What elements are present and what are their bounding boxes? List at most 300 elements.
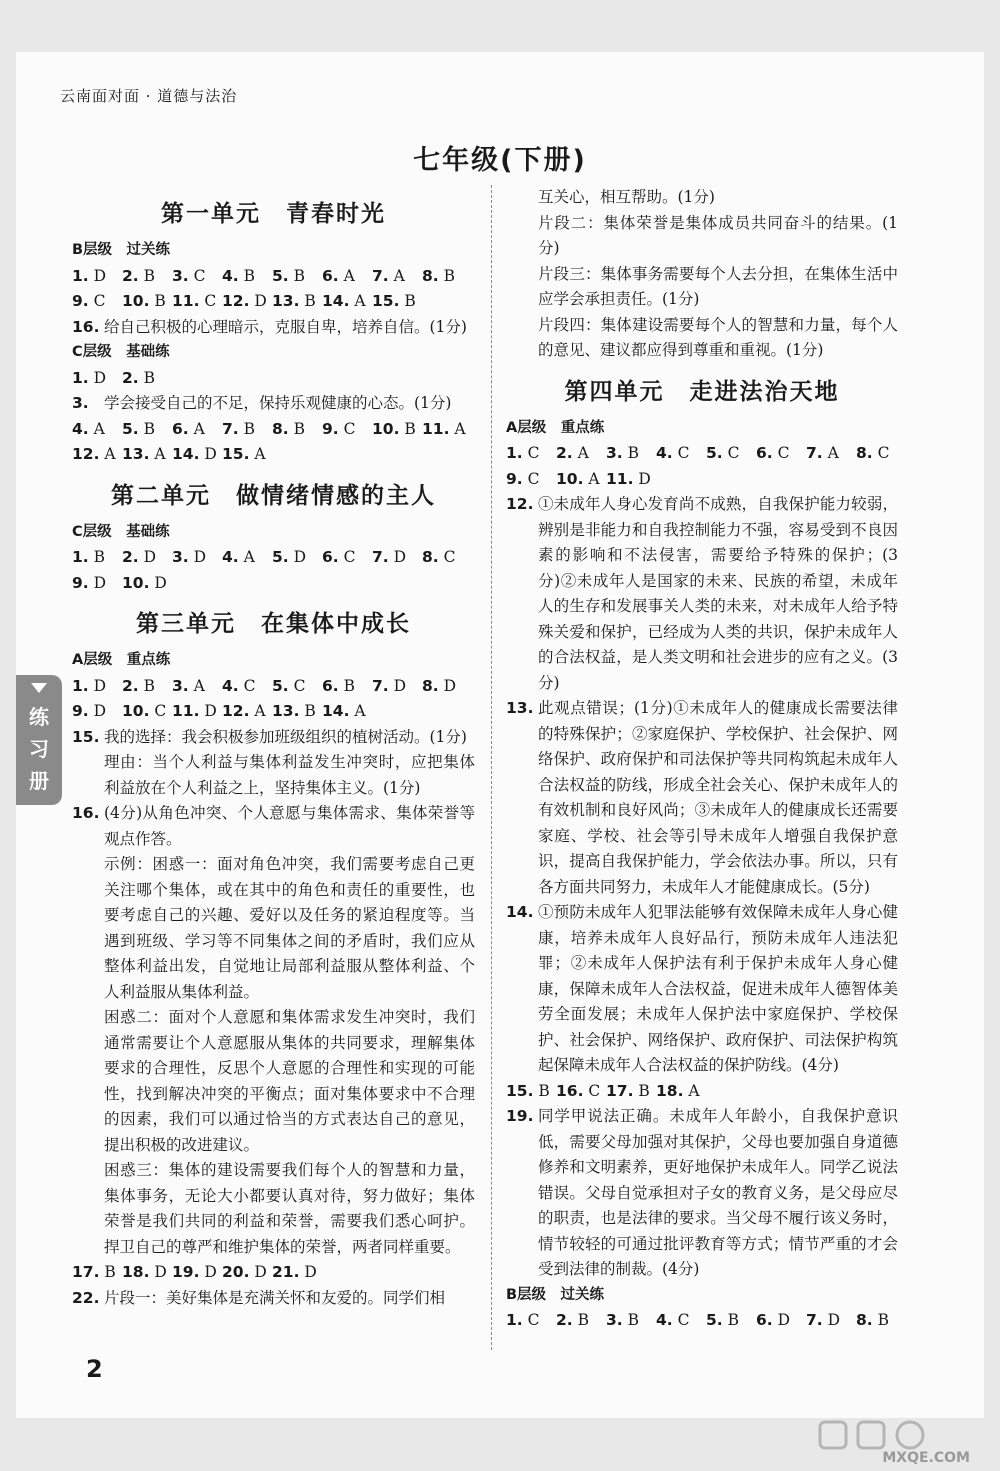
- answer-letter: A: [349, 702, 366, 720]
- answer-text: 同学甲说法正确。未成年人年龄小，自我保护意识低，需要父母加强对其保护，父母也要加强自身道德修养和文明素养，更好地保护未成年人。同学乙说法错误。父母自觉承担对子女的教育义务，是父母应尽的职责，也是法律的要求。当父母不履行该义务时，情节较轻的可通过批评教育等方式；情节严重的才会受到法律的制裁。(4分): [538, 1107, 898, 1278]
- question-number: 13.: [272, 702, 300, 720]
- answer-text: 此观点错误；(1分)①未成年人的健康成长需要法律的特殊保护；②家庭保护、学校保护、社会保护、网络保护、政府保护和司法保护等共同构筑起未成年人合法权益的防线，形成全社会关心、保护未成年人的有效机制和良好风尚；③未成年人的健康成长还需要家庭、学校、社会等引导未成年人增强自我保护意识，提高自我保护能力，学会依法办事。所以，只有各方面共同努力，未成年人才能健康成长。(5分): [538, 699, 898, 896]
- answer-row: [72, 442, 475, 468]
- answer-text: 片段三：集体事务需要每个人去分担，在集体生活中应学会承担责任。(1分): [538, 264, 898, 308]
- answer-letter: B: [299, 292, 316, 310]
- answer-text: ①未成年人身心发育尚不成熟，自我保护能力较弱，辨别是非能力和自我控制能力不强，容易受到不良因素的影响和不法侵害，需要给予特殊的保护；(3分)②未成年人是国家的未来、民族的希望，未成年人的生存和发展事关人类的未来，对未成年人给予特殊关爱和保护，已经成为人类的共识，保护未成年人的合法权益，是人类文明和社会进步的应有之义。(3分): [538, 495, 898, 692]
- answer-letter: A: [188, 676, 205, 695]
- answer-letter: A: [449, 419, 466, 438]
- answer-item: [506, 1308, 556, 1334]
- answer-letter: B: [238, 266, 256, 285]
- answer-item: [222, 545, 272, 571]
- question-number: 2.: [122, 548, 139, 566]
- question-number: 8.: [272, 419, 289, 438]
- question-number: 10.: [122, 292, 150, 310]
- unit1-c-level: C层级 基础练: [72, 344, 170, 360]
- question-13: [506, 696, 898, 900]
- answer-item: [656, 1079, 706, 1105]
- unit1-b-level: B层级 过关练: [72, 242, 171, 258]
- answer-text: 片段四：集体建设需要每个人的智慧和力量，每个人的意见、建议都应得到尊重和重视。(1分): [538, 315, 898, 359]
- answer-text: 片段二：集体荣誉是集体成员共同奋斗的结果。(1分): [538, 213, 898, 257]
- question-number: 5.: [272, 266, 289, 285]
- answer-item: [372, 417, 422, 443]
- question-number: 19.: [506, 1107, 534, 1125]
- question-number: 1.: [506, 444, 523, 462]
- answer-item: [222, 289, 272, 315]
- question-number: 9.: [506, 469, 523, 488]
- answer-letter: D: [138, 548, 157, 566]
- question-number: 3.: [172, 266, 189, 285]
- question-number: 3.: [606, 444, 623, 462]
- question-number: 9.: [322, 419, 339, 438]
- answer-item: [72, 366, 122, 392]
- answer-item: [222, 699, 272, 725]
- answer-letter: D: [88, 702, 107, 720]
- question-number: 5.: [122, 419, 139, 438]
- question-number: 13.: [506, 699, 534, 717]
- answer-item: [272, 545, 322, 571]
- unit4-title: 第四单元 走进法治天地: [564, 378, 840, 405]
- answer-letter: A: [149, 445, 166, 463]
- question-number: 5.: [706, 444, 723, 462]
- question-number: 5.: [272, 676, 289, 695]
- question-number: 6.: [756, 1311, 773, 1329]
- unit3-title: 第三单元 在集体中成长: [136, 611, 411, 637]
- question-number: 10.: [556, 469, 584, 488]
- answer-text: (4分)从角色冲突、个人意愿与集体需求、集体荣誉等观点作答。: [104, 804, 475, 848]
- answer-letter: B: [238, 419, 256, 438]
- answer-item: [172, 1260, 222, 1286]
- answer-letter: B: [399, 419, 416, 438]
- answer-letter: A: [822, 444, 839, 462]
- question-number: 12.: [72, 445, 100, 463]
- answer-item: [372, 545, 422, 571]
- answer-text: 困惑三：集体的建设需要我们每个人的智慧和力量，集体事务，无论大小都要认真对待，努力做好；集体荣誉是我们共同的利益和荣誉，需要我们悉心呵护。捍卫自己的尊严和维护集体的荣誉，两者同样重要。: [104, 1161, 475, 1256]
- answer-item: [172, 264, 222, 290]
- answer-letter: C: [149, 702, 167, 720]
- answer-letter: D: [88, 676, 107, 695]
- answer-text: 示例：困惑一：面对角色冲突，我们需要考虑自己更关注哪个集体，或在其中的角色和责任的重要性，也要考虑自己的兴趣、爱好以及任务的紧迫程度等。当遇到班级、学习等不同集体之间的矛盾时，我们应从整体利益出发，自觉地让局部利益服从整体利益、个人利益服从集体利益。: [104, 855, 475, 1001]
- answer-item: [172, 417, 222, 443]
- question-15: [72, 725, 475, 802]
- question-number: 4.: [222, 676, 239, 695]
- question-number: 3.: [172, 676, 189, 695]
- side-tab: [16, 675, 62, 805]
- question-number: 19.: [172, 1263, 200, 1281]
- answer-item: [272, 417, 322, 443]
- answer-item: [72, 417, 122, 443]
- answer-item: [122, 1260, 172, 1286]
- answer-item: [122, 442, 172, 468]
- answer-item: [506, 1079, 556, 1105]
- watermark: [780, 1418, 970, 1468]
- question-number: 15.: [222, 445, 250, 463]
- answer-letter: B: [438, 266, 456, 285]
- answer-letter: B: [138, 419, 156, 438]
- answer-item: [222, 674, 272, 700]
- answer-item: [122, 545, 172, 571]
- answer-item: [222, 264, 272, 290]
- answer-item: [606, 441, 656, 467]
- question-number: 5.: [272, 548, 289, 566]
- answer-letter: D: [249, 292, 267, 310]
- answer-letter: B: [622, 444, 640, 462]
- question-number: 8.: [422, 676, 439, 695]
- answer-letter: C: [672, 1311, 690, 1329]
- answer-letter: A: [88, 419, 105, 438]
- answer-row: [506, 1079, 898, 1105]
- answer-letter: D: [188, 548, 207, 566]
- question-number: 11.: [422, 419, 450, 438]
- answer-row: [72, 366, 475, 392]
- answer-letter: A: [99, 445, 116, 463]
- answer-item: [72, 545, 122, 571]
- answer-letter: B: [872, 1311, 890, 1329]
- answer-letter: B: [633, 1081, 650, 1100]
- page-number: 2: [86, 1355, 103, 1383]
- answer-text: 片段一：美好集体是充满关怀和友爱的。同学们相: [104, 1288, 446, 1307]
- answer-letter: B: [149, 292, 166, 310]
- answer-letter: B: [299, 702, 316, 720]
- question-number: 1.: [506, 1311, 523, 1329]
- answer-letter: C: [188, 266, 206, 285]
- answer-item: [322, 674, 372, 700]
- answer-row: [72, 571, 475, 597]
- answer-item: [422, 417, 472, 443]
- question-number: 3.: [606, 1311, 623, 1329]
- answer-item: [122, 289, 172, 315]
- triangle-down-icon: [31, 683, 47, 693]
- answer-letter: D: [299, 1263, 317, 1281]
- answer-letter: D: [149, 1263, 167, 1281]
- answer-item: [422, 545, 472, 571]
- answer-item: [556, 467, 606, 493]
- question-number: 9.: [72, 573, 89, 592]
- question-19: [506, 1104, 898, 1283]
- answer-letter: D: [288, 548, 307, 566]
- answer-item: [122, 264, 172, 290]
- answer-letter: B: [722, 1311, 740, 1329]
- question-number: 4.: [222, 548, 239, 566]
- question-number: 15.: [372, 292, 400, 310]
- question-number: 17.: [72, 1263, 100, 1281]
- question-number: 7.: [806, 444, 823, 462]
- answer-item: [122, 674, 172, 700]
- question-number: 16.: [72, 804, 100, 822]
- question-number: 14.: [322, 292, 350, 310]
- question-number: 7.: [222, 419, 239, 438]
- question-number: 21.: [272, 1263, 300, 1281]
- answer-letter: B: [138, 266, 156, 285]
- question-number: 12.: [506, 495, 534, 513]
- answer-item: [222, 417, 272, 443]
- answer-letter: B: [99, 1263, 116, 1281]
- question-number: 2.: [556, 444, 573, 462]
- answer-row: [506, 441, 898, 467]
- watermark-url: MXQE.COM: [882, 1450, 970, 1466]
- answer-item: [506, 467, 556, 493]
- answer-letter: A: [583, 469, 600, 488]
- answer-item: [72, 264, 122, 290]
- question-number: 14.: [506, 903, 534, 921]
- answer-letter: C: [288, 676, 306, 695]
- answer-item: [372, 264, 422, 290]
- answer-item: [172, 289, 222, 315]
- side-tab-label: 练习册: [29, 705, 49, 793]
- answer-letter: B: [138, 368, 156, 387]
- answer-letter: D: [199, 1263, 217, 1281]
- answer-text: 学会接受自己的不足，保持乐观健康的心态。(1分): [104, 394, 452, 412]
- answer-letter: C: [438, 548, 456, 566]
- answer-item: [556, 1308, 606, 1334]
- answer-letter: C: [88, 292, 106, 310]
- question-number: 17.: [606, 1081, 634, 1100]
- question-number: 16.: [556, 1081, 584, 1100]
- answer-text: 困惑二：面对个人意愿和集体需求发生冲突时，我们通常需要让个人意愿服从集体的共同要求，理解集体要求的合理性，反思个人意愿的合理性和实现的可能性，找到解决冲突的平衡点；面对集体要求中不合理的因素，我们可以通过恰当的方式表达自己的意见，提出积极的改进建议。: [104, 1008, 475, 1154]
- left-column: [72, 185, 475, 1311]
- answer-letter: A: [683, 1081, 700, 1100]
- answer-letter: D: [199, 702, 217, 720]
- answer-letter: B: [572, 1311, 590, 1329]
- answer-item: [656, 441, 706, 467]
- question-number: 2.: [122, 368, 139, 387]
- answer-item: [322, 289, 372, 315]
- question-number: 8.: [856, 444, 873, 462]
- question-number: 4.: [222, 266, 239, 285]
- question-number: 1.: [72, 368, 89, 387]
- answer-row: [72, 545, 475, 571]
- running-head: 云南面对面 · 道德与法治: [60, 87, 238, 105]
- question-number: 5.: [706, 1311, 723, 1329]
- answer-item: [72, 442, 122, 468]
- answer-text: ①预防未成年人犯罪法能够有效保障未成年人身心健康，培养未成年人良好品行，预防未成年人违法犯罪；②未成年人保护法有利于保护未成年人身心健康，保障未成年人合法权益，促进未成年人德智体美劳全面发展；未成年人保护法中家庭保护、学校保护、社会保护、网络保护、政府保护、司法保护构筑起保障未成年人合法权益的保护防线。(4分): [538, 903, 898, 1074]
- answer-item: [706, 1308, 756, 1334]
- question-number: 15.: [72, 727, 100, 746]
- answer-item: [172, 442, 222, 468]
- answer-letter: D: [88, 266, 107, 285]
- answer-letter: A: [338, 266, 355, 285]
- right-column: [506, 185, 898, 1334]
- question-number: 10.: [122, 573, 150, 592]
- answer-item: [122, 366, 172, 392]
- answer-row: [72, 289, 475, 315]
- answer-item: [222, 442, 272, 468]
- answer-letter: C: [338, 419, 356, 438]
- question-number: 9.: [72, 702, 89, 720]
- answer-letter: A: [388, 266, 405, 285]
- answer-letter: A: [249, 702, 266, 720]
- question-16: [72, 315, 475, 341]
- question-16: [72, 801, 475, 1260]
- answer-item: [372, 674, 422, 700]
- answer-item: [806, 441, 856, 467]
- question-22-continued: [506, 185, 898, 364]
- answer-letter: D: [88, 368, 107, 387]
- unit4-a-level: A层级 重点练: [506, 419, 605, 436]
- answer-item: [806, 1308, 856, 1334]
- answer-item: [556, 1079, 606, 1105]
- question-number: 6.: [756, 444, 773, 462]
- answer-item: [322, 264, 372, 290]
- answer-letter: C: [338, 548, 356, 566]
- question-number: 6.: [172, 419, 189, 438]
- answer-item: [422, 264, 472, 290]
- answer-row: [72, 264, 475, 290]
- question-number: 15.: [506, 1081, 534, 1100]
- answer-letter: B: [88, 548, 106, 566]
- question-number: 2.: [122, 676, 139, 695]
- question-number: 8.: [422, 266, 439, 285]
- question-number: 11.: [172, 702, 200, 720]
- answer-item: [856, 1308, 906, 1334]
- answer-letter: D: [633, 469, 651, 488]
- answer-item: [756, 1308, 806, 1334]
- question-number: 16.: [72, 317, 100, 336]
- answer-letter: D: [822, 1311, 841, 1329]
- answer-letter: B: [288, 419, 306, 438]
- answer-item: [422, 674, 472, 700]
- question-number: 6.: [322, 548, 339, 566]
- answer-item: [272, 699, 322, 725]
- answer-text: 理由：当个人利益与集体利益发生冲突时，应把集体利益放在个人利益之上，坚持集体主义。(1分): [104, 753, 475, 797]
- unit1-title: 第一单元 青春时光: [161, 201, 386, 227]
- question-14: [506, 900, 898, 1079]
- question-number: 8.: [856, 1311, 873, 1329]
- answer-item: [656, 1308, 706, 1334]
- answer-item: [272, 1260, 322, 1286]
- question-number: 12.: [222, 292, 250, 310]
- answer-letter: B: [338, 676, 356, 695]
- answer-item: [322, 417, 372, 443]
- answer-letter: D: [772, 1311, 791, 1329]
- answer-text: 互关心，相互帮助。(1分): [538, 188, 715, 206]
- answer-letter: B: [399, 292, 416, 310]
- answer-letter: C: [238, 676, 256, 695]
- answer-item: [322, 699, 372, 725]
- question-number: 7.: [372, 676, 389, 695]
- question-number: 4.: [656, 1311, 673, 1329]
- answer-letter: C: [872, 444, 890, 462]
- answer-letter: C: [522, 469, 540, 488]
- answer-letter: C: [522, 1311, 540, 1329]
- answer-item: [222, 1260, 272, 1286]
- answer-letter: B: [533, 1081, 550, 1100]
- question-number: 22.: [72, 1288, 100, 1307]
- question-number: 20.: [222, 1263, 250, 1281]
- answer-item: [172, 674, 222, 700]
- unit2-c-level: C层级 基础练: [72, 523, 170, 540]
- question-number: 7.: [806, 1311, 823, 1329]
- question-number: 1.: [72, 548, 89, 566]
- answer-letter: A: [249, 445, 266, 463]
- answer-item: [122, 571, 172, 597]
- answer-row: [72, 1260, 475, 1286]
- unit2-title: 第二单元 做情绪情感的主人: [111, 482, 436, 509]
- answer-row: [506, 1308, 898, 1334]
- answer-item: [272, 674, 322, 700]
- unit4-b-level: B层级 过关练: [506, 1286, 605, 1303]
- question-12: [506, 492, 898, 696]
- answer-row: [72, 417, 475, 443]
- answer-item: [72, 1260, 122, 1286]
- question-number: 6.: [322, 266, 339, 285]
- answer-letter: C: [199, 292, 217, 310]
- answer-text: 给自己积极的心理暗示，克服自卑，培养自信。(1分): [104, 317, 467, 336]
- answer-item: [122, 417, 172, 443]
- question-number: 2.: [122, 266, 139, 285]
- answer-item: [172, 699, 222, 725]
- answer-letter: C: [772, 444, 790, 462]
- answer-row: [72, 674, 475, 700]
- question-number: 4.: [656, 444, 673, 462]
- question-number: 9.: [72, 292, 89, 310]
- answer-item: [506, 441, 556, 467]
- question-22: [72, 1286, 475, 1312]
- answer-item: [372, 289, 422, 315]
- question-number: 11.: [606, 469, 634, 488]
- answer-item: [272, 264, 322, 290]
- question-number: 2.: [556, 1311, 573, 1329]
- answer-letter: A: [349, 292, 366, 310]
- question-number: 18.: [122, 1263, 150, 1281]
- answer-item: [72, 289, 122, 315]
- question-number: 3.: [72, 394, 89, 412]
- column-divider: [491, 185, 492, 1350]
- answer-item: [322, 545, 372, 571]
- answer-letter: D: [199, 445, 217, 463]
- unit3-a-level: A层级 重点练: [72, 652, 171, 668]
- question-number: 18.: [656, 1081, 684, 1100]
- question-number: 10.: [372, 419, 400, 438]
- question-number: 11.: [172, 292, 200, 310]
- answer-letter: C: [722, 444, 740, 462]
- answer-item: [272, 289, 322, 315]
- answer-letter: B: [288, 266, 306, 285]
- question-number: 10.: [122, 702, 150, 720]
- answer-item: [756, 441, 806, 467]
- answer-letter: C: [583, 1081, 601, 1100]
- answer-item: [172, 545, 222, 571]
- answer-row: [506, 467, 898, 493]
- question-number: 7.: [372, 266, 389, 285]
- question-number: 6.: [322, 676, 339, 695]
- answer-letter: D: [88, 573, 107, 592]
- question-3: [72, 391, 475, 417]
- page-title: 七年级(下册): [413, 145, 587, 176]
- answer-item: [606, 467, 656, 493]
- answer-item: [122, 699, 172, 725]
- answer-item: [72, 674, 122, 700]
- question-number: 1.: [72, 676, 89, 695]
- answer-letter: C: [672, 444, 690, 462]
- answer-item: [556, 441, 606, 467]
- answer-letter: C: [522, 444, 540, 462]
- question-number: 14.: [322, 702, 350, 720]
- answer-text: 我的选择：我会积极参加班级组织的植树活动。(1分): [104, 727, 467, 746]
- answer-item: [706, 441, 756, 467]
- question-number: 8.: [422, 548, 439, 566]
- answer-item: [606, 1308, 656, 1334]
- answer-item: [72, 699, 122, 725]
- answer-letter: D: [149, 573, 167, 592]
- answer-letter: A: [188, 419, 205, 438]
- question-number: 14.: [172, 445, 200, 463]
- answer-letter: B: [138, 676, 156, 695]
- answer-letter: A: [238, 548, 255, 566]
- question-number: 12.: [222, 702, 250, 720]
- question-number: 13.: [122, 445, 150, 463]
- answer-item: [72, 571, 122, 597]
